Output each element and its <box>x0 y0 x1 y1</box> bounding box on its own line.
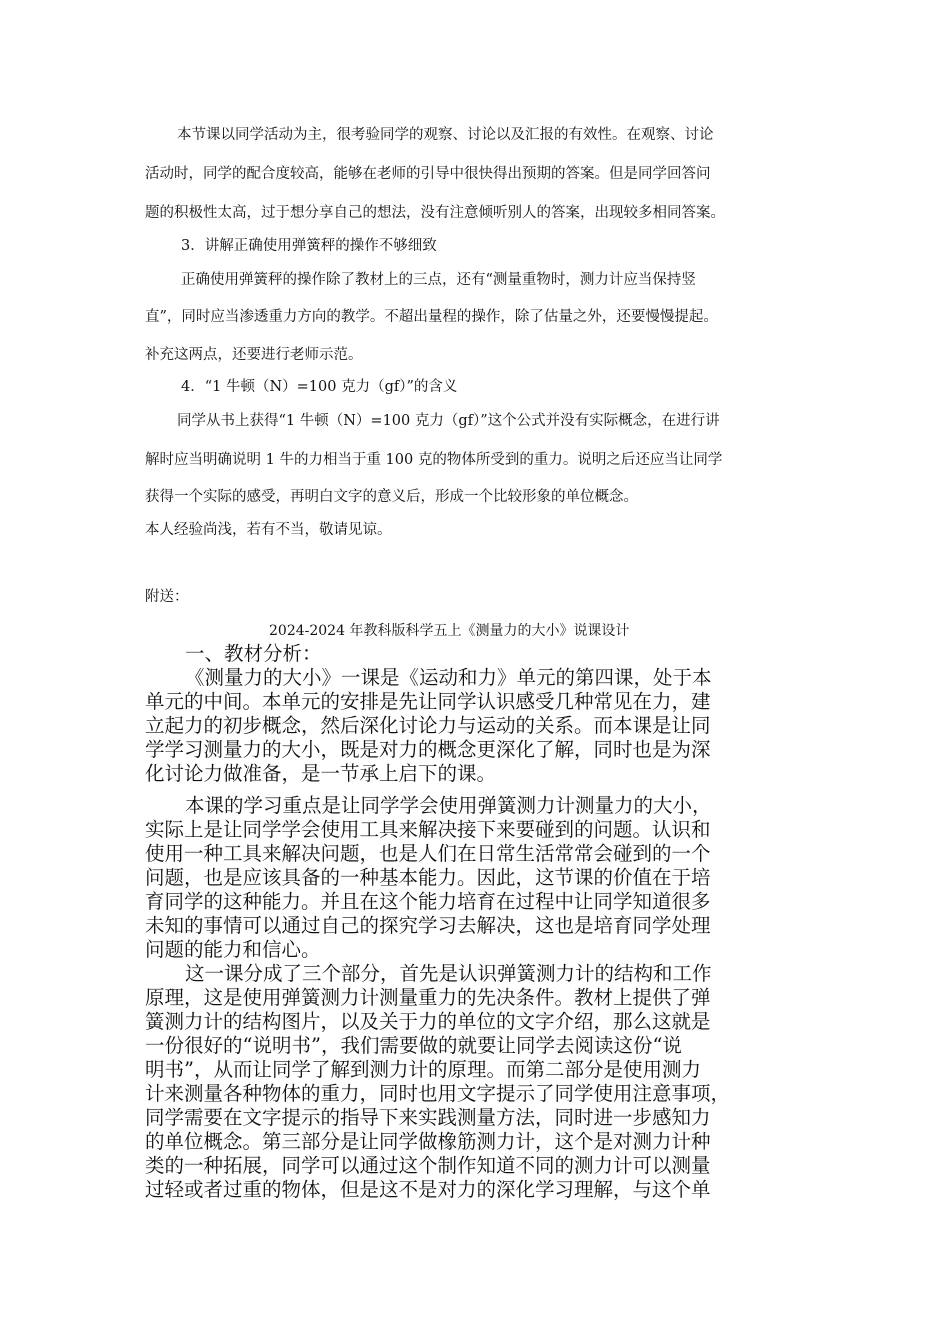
reflection-line-11: 获得一个实际的感受，再明白文字的意义后，形成一个比较形象的单位概念。 <box>145 489 638 505</box>
design-line-5: 化讨论力做准备，是一节承上启下的课。 <box>145 762 497 785</box>
design-line-17: 明书”，从而让同学了解到测力计的原理。而第二部分是使用测力 <box>145 1058 701 1081</box>
design-line-14: 原理，这是使用弹簧测力计测量重力的先决条件。教材上提供了弹 <box>145 986 711 1009</box>
design-line-9: 问题，也是应该具备的一种基本能力。因此，这节课的价值在于培 <box>145 866 711 889</box>
design-line-21: 类的一种拓展，同学可以通过这个制作知道不同的测力计可以测量 <box>145 1154 711 1177</box>
reflection-line-1: 本节课以同学活动为主，很考验同学的观察、讨论以及汇报的有效性。在观察、讨论 <box>177 127 714 143</box>
design-line-6: 本课的学习重点是让同学学会使用弹簧测力计测量力的大小， <box>185 794 712 817</box>
reflection-heading-3: 3．讲解正确使用弹簧秤的操作不够细致 <box>181 238 437 254</box>
design-line-3: 立起力的初步概念，然后深化讨论力与运动的关系。而本课是让同 <box>145 714 711 737</box>
design-line-18: 计来测量各种物体的重力，同时也用文字提示了同学使用注意事项， <box>145 1082 731 1105</box>
design-line-7: 实际上是让同学学会使用工具来解决接下来要碰到的问题。认识和 <box>145 818 711 841</box>
design-line-22: 过轻或者过重的物体，但是这不是对力的深化学习理解，与这个单 <box>145 1178 711 1201</box>
design-line-15: 簧测力计的结构图片，以及关于力的单位的文字介绍，那么这就是 <box>145 1010 711 1033</box>
reflection-line-5: 正确使用弹簧秤的操作除了教材上的三点，还有“测量重物时，测力计应当保持竖 <box>181 272 696 288</box>
reflection-line-10: 解时应当明确说明 1 牛的力相当于重 100 克的物体所受到的重力。说明之后还应当让同学 <box>145 452 723 468</box>
design-line-19: 同学需要在文字提示的指导下来实践测量方法，同时进一步感知力 <box>145 1106 711 1129</box>
design-line-2: 单元的中间。本单元的安排是先让同学认识感受几种常见在力，建 <box>145 690 711 713</box>
design-line-1: 《测量力的大小》一课是《运动和力》单元的第四课，处于本 <box>185 666 712 689</box>
design-title: 2024-2024 年教科版科学五上《测量力的大小》说课设计 <box>269 623 630 639</box>
design-line-12: 问题的能力和信心。 <box>145 938 321 961</box>
reflection-line-3: 题的积极性太高，过于想分享自己的想法，没有注意倾听别人的答案，出现较多相同答案。 <box>145 205 725 221</box>
design-line-11: 未知的事情可以通过自己的探究学习去解决，这也是培育同学处理 <box>145 914 711 937</box>
appendix-label: 附送： <box>145 589 189 605</box>
reflection-line-9: 同学从书上获得“1 牛顿（N）=100 克力（gf）”这个公式并没有实际概念，在进行讲 <box>177 413 720 429</box>
reflection-line-6: 直”，同时应当渗透重力方向的教学。不超出量程的操作，除了估量之外，还要慢慢提起。 <box>145 309 718 325</box>
design-line-10: 育同学的这种能力。并且在这个能力培育在过程中让同学知道很多 <box>145 890 711 913</box>
section-heading-textbook-analysis: 一、教材分析： <box>185 642 322 665</box>
design-line-16: 一份很好的“说明书”，我们需要做的就要让同学去阅读这份“说 <box>145 1034 682 1057</box>
reflection-heading-4: 4．“1 牛顿（N）=100 克力（gf）”的含义 <box>181 379 458 395</box>
design-line-20: 的单位概念。第三部分是让同学做橡筋测力计，这个是对测力计种 <box>145 1130 711 1153</box>
design-line-4: 学学习测量力的大小，既是对力的概念更深化了解，同时也是为深 <box>145 738 711 761</box>
design-line-13: 这一课分成了三个部分，首先是认识弹簧测力计的结构和工作 <box>185 962 712 985</box>
reflection-line-7: 补充这两点，还要进行老师示范。 <box>145 347 363 363</box>
reflection-line-2: 活动时，同学的配合度较高，能够在老师的引导中很快得出预期的答案。但是同学回答问 <box>145 166 711 182</box>
reflection-closing: 本人经验尚浅，若有不当，敬请见谅。 <box>145 522 392 538</box>
design-line-8: 使用一种工具来解决问题，也是人们在日常生活常常会碰到的一个 <box>145 842 711 865</box>
